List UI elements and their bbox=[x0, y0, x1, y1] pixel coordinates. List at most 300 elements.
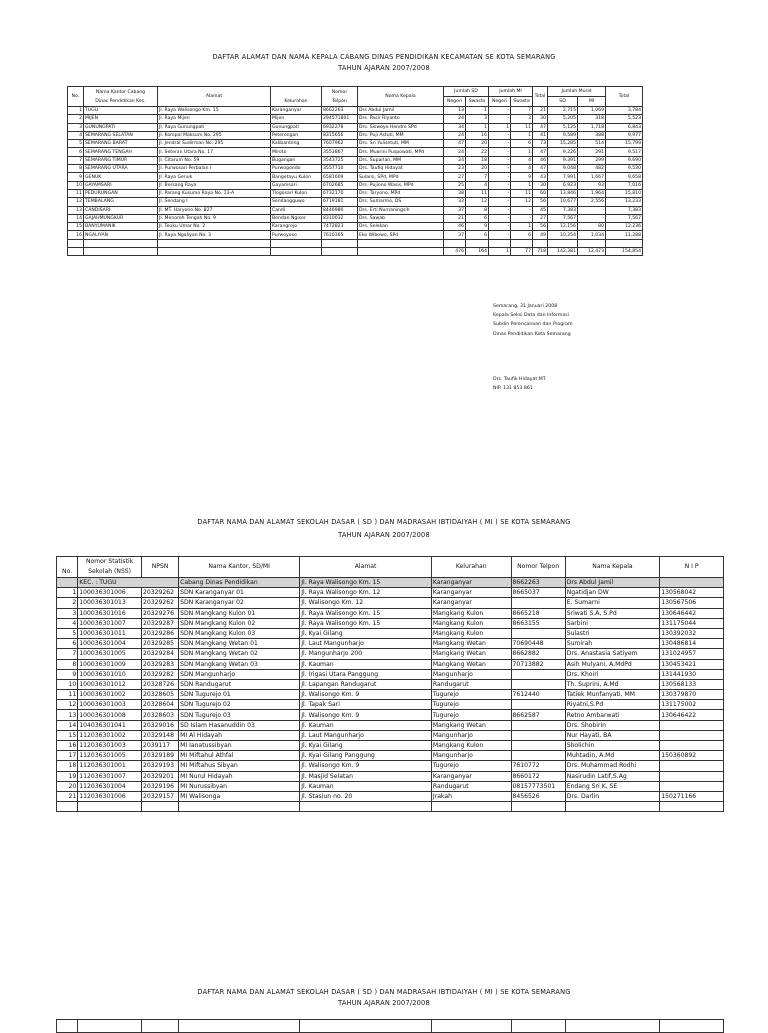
table-cell bbox=[660, 730, 724, 740]
table-cell: MI Nurussibyan bbox=[179, 781, 300, 791]
table-cell bbox=[511, 700, 565, 710]
title-cabang-dinas: DAFTAR ALAMAT DAN NAMA KEPALA CABANG DINAS PENDIDIKAN KECAMATAN SE KOTA SEMARANG bbox=[212, 53, 556, 61]
table-cell: Sumirah bbox=[565, 639, 660, 649]
table-cell: Randugarut bbox=[431, 781, 511, 791]
table-cell bbox=[660, 761, 724, 771]
table-cell: 11 bbox=[511, 189, 533, 197]
table-cell: 6 bbox=[511, 140, 533, 148]
table-cell: 7 bbox=[511, 107, 533, 115]
table-cell: 34 bbox=[444, 123, 466, 131]
table-cell: Nasirudin Latif,S.Ag bbox=[565, 771, 660, 781]
table-cell: 8315656 bbox=[322, 131, 358, 139]
table-cell: 291 bbox=[578, 148, 606, 156]
table-cell: 21 bbox=[444, 214, 466, 222]
title-sd-mi: DAFTAR NAMA DAN ALAMAT SEKOLAH DASAR ( SD ) DAN MADRASAH IBTIDAIYAH ( MI ) SE KOTA SEMARANG bbox=[197, 518, 571, 526]
table-cell: E. Sumarni bbox=[565, 598, 660, 608]
table-cell: SDN Tugurejo 02 bbox=[179, 700, 300, 710]
table-cell: Drs. Suparlan, MM bbox=[358, 156, 444, 164]
table-cell: 47 bbox=[444, 140, 466, 148]
table-cell: - bbox=[489, 189, 511, 197]
table-cell: 130486814 bbox=[660, 639, 724, 649]
table-cell: Drs. Sawab bbox=[358, 214, 444, 222]
table-cell: 1 bbox=[68, 107, 84, 115]
table-cell: 5,125 bbox=[548, 123, 578, 131]
table-cell: 7610772 bbox=[511, 761, 565, 771]
table-cell: 100036301007 bbox=[78, 618, 142, 628]
table-cell: 3543725 bbox=[322, 156, 358, 164]
table-cell: 100036301006 bbox=[78, 588, 142, 598]
table-row bbox=[57, 598, 724, 608]
table-cell: 13 bbox=[68, 206, 84, 214]
table-cell: Asih Mulyani, A.MdPd bbox=[565, 659, 660, 669]
table-cell: - bbox=[511, 214, 533, 222]
table-cell: - bbox=[489, 156, 511, 164]
table-cell: Karanganyar bbox=[431, 598, 511, 608]
table-cell: - bbox=[489, 223, 511, 231]
table-cell: 1 bbox=[511, 181, 533, 189]
header-mi-swasta: Swasta bbox=[511, 97, 533, 107]
table-cell: 7 bbox=[57, 649, 78, 659]
table-cell: Mangkang Kulon bbox=[431, 628, 511, 638]
table-cell: 2 bbox=[68, 115, 84, 123]
table-cell: 47 bbox=[533, 165, 548, 173]
table-cell: 20329286 bbox=[141, 628, 178, 638]
table-cell: Purwoyoso bbox=[271, 231, 322, 239]
table-row bbox=[57, 659, 724, 669]
header-total: Total bbox=[533, 87, 548, 107]
table-cell: Jl. Kauman bbox=[300, 720, 432, 730]
table-cell: 8665218 bbox=[511, 608, 565, 618]
table-cell: 56 bbox=[533, 223, 548, 231]
table-cell: 73 bbox=[533, 140, 548, 148]
table-row bbox=[68, 173, 643, 181]
table-cell: Sulastri bbox=[565, 628, 660, 638]
table-cell: Mangkang Kulon bbox=[431, 618, 511, 628]
table-cell: 6581609 bbox=[322, 173, 358, 181]
table-cell: 20 bbox=[466, 165, 489, 173]
signature-line-2: Subdin Perencanaan dan Program bbox=[493, 322, 573, 328]
table-cell: MI Miftahul Athfal bbox=[179, 751, 300, 761]
table-cell: Mangkang Wetan bbox=[431, 639, 511, 649]
table-cell: MI Ianatussibyan bbox=[179, 741, 300, 751]
table-cell: SDN Tugurejo 01 bbox=[179, 690, 300, 700]
table-cell: Jl. Stasiun no. 20 bbox=[300, 791, 432, 801]
table-cell: 20329193 bbox=[141, 761, 178, 771]
header-jumlah-murid: Jumlah Murid bbox=[548, 87, 606, 97]
table-cell: 6932278 bbox=[322, 123, 358, 131]
table-cell: 22 bbox=[466, 148, 489, 156]
table-cell: 56 bbox=[533, 198, 548, 206]
table-cell: 7472823 bbox=[322, 223, 358, 231]
table-row bbox=[68, 206, 643, 214]
table-cell: - bbox=[489, 231, 511, 239]
table-cell: GENUK bbox=[84, 173, 158, 181]
table-cell: 294571801 bbox=[322, 115, 358, 123]
table-cell: 70713882 bbox=[511, 659, 565, 669]
table-cell: 112036301006 bbox=[78, 791, 142, 801]
table-cell: 19 bbox=[57, 771, 78, 781]
table-cell: Th. Suprini, A.Md bbox=[565, 679, 660, 689]
table-cell: Drs. Taufiq Hidayat bbox=[358, 165, 444, 173]
table-cell: Tugurejo bbox=[431, 690, 511, 700]
table-cell: 8662587 bbox=[511, 710, 565, 720]
table-cell: Drs. Pujiono Wasis, MPd bbox=[358, 181, 444, 189]
table-cell: Gunungpati bbox=[271, 123, 322, 131]
kecamatan-kepala: Drs Abdul Jamil bbox=[565, 578, 660, 588]
signature-nip: NIP. 131 853 861 bbox=[493, 386, 533, 392]
table-cell: 18 bbox=[466, 156, 489, 164]
table-cell: SEMARANG TENGAH bbox=[84, 148, 158, 156]
table-cell: 21 bbox=[533, 107, 548, 115]
table-cell: 46 bbox=[533, 156, 548, 164]
table-cell: 14 bbox=[57, 720, 78, 730]
subtitle-tahun-ajaran: TAHUN AJARAN 2007/2008 bbox=[338, 64, 430, 72]
table-row bbox=[68, 189, 643, 197]
table-cell: 6 bbox=[68, 148, 84, 156]
table-cell: 5 bbox=[57, 628, 78, 638]
table-cell: 30 bbox=[533, 115, 548, 123]
table-cell: MI Nurul Hidayah bbox=[179, 771, 300, 781]
table-cell: 6719181 bbox=[322, 198, 358, 206]
table-cell: 24 bbox=[444, 156, 466, 164]
table-cell: 8665037 bbox=[511, 588, 565, 598]
table-cell: SDN Mangkang Wetan 02 bbox=[179, 649, 300, 659]
table-cell: Eko Wibowo, SPd bbox=[358, 231, 444, 239]
table-cell: Sriwati S.A, S.Pd bbox=[565, 608, 660, 618]
table-cell: BANYUMANIK bbox=[84, 223, 158, 231]
header-jumlah-mi: Jumlah MI bbox=[489, 87, 533, 97]
table-row bbox=[68, 214, 643, 222]
table-cell: 3 bbox=[57, 608, 78, 618]
table-cell: 100036301010 bbox=[78, 669, 142, 679]
kecamatan-label: KEC. : TUGU bbox=[78, 578, 179, 588]
table-cell: SDN Mangkang Kulon 02 bbox=[179, 618, 300, 628]
table-row bbox=[68, 123, 643, 131]
table-cell: Jl. Raya Walisongo Km. 15 bbox=[300, 608, 432, 618]
table-cell: SDN Mangkang Kulon 03 bbox=[179, 628, 300, 638]
total-cell: 164 bbox=[466, 248, 489, 256]
table-cell: Bangetayu Kulon bbox=[271, 173, 322, 181]
table-cell: 150271166 bbox=[660, 791, 724, 801]
table-cell: 100036301013 bbox=[78, 598, 142, 608]
table-cell: 60 bbox=[533, 189, 548, 197]
table-cell: 4 bbox=[57, 618, 78, 628]
table-cell: Sarbini bbox=[565, 618, 660, 628]
table-cell: 6702685 bbox=[322, 181, 358, 189]
table-cell: Tugurejo bbox=[431, 700, 511, 710]
table-cell: Drs. Muarini Puspowati, MPd bbox=[358, 148, 444, 156]
table-cell: 112036301002 bbox=[78, 730, 142, 740]
table-cell: 80 bbox=[578, 223, 606, 231]
table-cell: 9,690 bbox=[606, 156, 643, 164]
table-cell: 100036301008 bbox=[78, 710, 142, 720]
kecamatan-nama: Cabang Dinas Pendidikan bbox=[179, 578, 300, 588]
header-kelurahan: Kelurahan bbox=[271, 87, 322, 107]
table-cell: 24 bbox=[444, 115, 466, 123]
table-cell: 13 bbox=[444, 107, 466, 115]
table-cell: Jl. Raya Walisongo Km. 15 bbox=[158, 107, 271, 115]
table-cell: 20 bbox=[466, 140, 489, 148]
table-cell: 10,254 bbox=[548, 231, 578, 239]
table-cell: 11 bbox=[57, 690, 78, 700]
table-cell: MI Miftahus Sibyan bbox=[179, 761, 300, 771]
header-npsn: NPSN bbox=[141, 557, 178, 578]
table-cell: 12 bbox=[466, 198, 489, 206]
table-cell: Jl. Sendang I bbox=[158, 198, 271, 206]
table-cell: 18 bbox=[57, 761, 78, 771]
table-cell: 5,523 bbox=[606, 115, 643, 123]
table-cell: Kalibanteng bbox=[271, 140, 322, 148]
table-cell: 131024957 bbox=[660, 649, 724, 659]
table-cell: 08157773501 bbox=[511, 781, 565, 791]
header-nip: N I P bbox=[660, 557, 724, 578]
table-cell: 7,567 bbox=[548, 214, 578, 222]
table-cell: - bbox=[489, 173, 511, 181]
total-cell: 142,381 bbox=[548, 248, 578, 256]
table-cell: SDN Tugurejo 03 bbox=[179, 710, 300, 720]
table-cell: GUNUNGPATI bbox=[84, 123, 158, 131]
header-murid-sd: SD bbox=[548, 97, 578, 107]
table-cell: - bbox=[489, 107, 511, 115]
table-cell bbox=[660, 781, 724, 791]
table-row bbox=[57, 720, 724, 730]
table-cell: 130392032 bbox=[660, 628, 724, 638]
table-cell: Tatiek Munfanyati, MM bbox=[565, 690, 660, 700]
table-row bbox=[68, 107, 643, 115]
table-cell: SDN Randugarut bbox=[179, 679, 300, 689]
table-cell: Sularsi, SPd, MPd bbox=[358, 173, 444, 181]
table-cell: 1 bbox=[489, 123, 511, 131]
table-cell: - bbox=[489, 165, 511, 173]
table-cell: - bbox=[489, 131, 511, 139]
table-cell: Jl. Parang Kusumo Raya No. 13-A bbox=[158, 189, 271, 197]
table-cell: SDN Karanganyar 01 bbox=[179, 588, 300, 598]
table-cell: 21 bbox=[57, 791, 78, 801]
table-cell: Peterongan bbox=[271, 131, 322, 139]
table-cell: Bugangan bbox=[271, 156, 322, 164]
table-cell: Tugurejo bbox=[431, 761, 511, 771]
table-row bbox=[57, 791, 724, 801]
table-cell: 6,843 bbox=[606, 123, 643, 131]
table-cell: Sholichin bbox=[565, 741, 660, 751]
table-cell: 20329189 bbox=[141, 751, 178, 761]
table-cell bbox=[511, 730, 565, 740]
table-row bbox=[57, 751, 724, 761]
table-cell: 20328726 bbox=[141, 679, 178, 689]
table-row-empty bbox=[68, 239, 643, 247]
table-cell: Drs. Sri Yulisetuti, MM bbox=[358, 140, 444, 148]
table-cell: PEDURUNGAN bbox=[84, 189, 158, 197]
table-cell: Jrakah bbox=[431, 791, 511, 801]
table-cell: Tugurejo bbox=[431, 710, 511, 720]
table-cell: Ngatidjan DW bbox=[565, 588, 660, 598]
table-cell: Jl. Kompol Maksum No. 295 bbox=[158, 131, 271, 139]
table-cell: 11,288 bbox=[606, 231, 643, 239]
table-cell: 15,799 bbox=[606, 140, 643, 148]
table-cell bbox=[511, 741, 565, 751]
table-row bbox=[68, 156, 643, 164]
table-cell: 10 bbox=[68, 181, 84, 189]
table-cell: Drs. Khoiri bbox=[565, 669, 660, 679]
table-cell: 23 bbox=[444, 165, 466, 173]
table-cell: Jl. Citarum No. 59 bbox=[158, 156, 271, 164]
table-row bbox=[57, 690, 724, 700]
table-cell: Bendan Ngisor bbox=[271, 214, 322, 222]
table-cell: Jl. Raya Ngaliyan No. 3 bbox=[158, 231, 271, 239]
signature-line-1: Kepala Seksi Data dan Informasi bbox=[493, 313, 569, 319]
table-cell: 20329287 bbox=[141, 618, 178, 628]
table-cell: 1,034 bbox=[578, 231, 606, 239]
table-cell: 7,383 bbox=[606, 206, 643, 214]
table-cell: 25 bbox=[444, 181, 466, 189]
table-cell: 9,658 bbox=[606, 173, 643, 181]
table-cell: 9,391 bbox=[548, 156, 578, 164]
header-mi-negeri: Negeri bbox=[489, 97, 511, 107]
table-cell: Jl. Jendral Sudirman No. 295 bbox=[158, 140, 271, 148]
table-cell: 9 bbox=[466, 223, 489, 231]
table-header-stub bbox=[57, 1020, 724, 1033]
header-sd-negeri: Negeri bbox=[444, 97, 466, 107]
table-cell: 9,226 bbox=[548, 148, 578, 156]
table-cell: 2,715 bbox=[548, 107, 578, 115]
table-row bbox=[57, 771, 724, 781]
table-cell: 7,991 bbox=[548, 173, 578, 181]
table-cell: Mangkang Wetan bbox=[431, 720, 511, 730]
table-cell: 7,016 bbox=[606, 181, 643, 189]
table-cell bbox=[511, 720, 565, 730]
table-cell: Drs. Sumarmo, DS bbox=[358, 198, 444, 206]
table-cell: 10 bbox=[57, 679, 78, 689]
header-jumlah-sd: Jumlah SD bbox=[444, 87, 489, 97]
header-total-murid: Total bbox=[606, 87, 643, 107]
table-cell: Mijen bbox=[271, 115, 322, 123]
table-cell: SEMARANG UTARA bbox=[84, 165, 158, 173]
header-nama-kepala: Nama Kepala bbox=[565, 557, 660, 578]
table-cell: Mangkang Wetan bbox=[431, 659, 511, 669]
table-cell: 8446980 bbox=[322, 206, 358, 214]
table-cell: 13,233 bbox=[606, 198, 643, 206]
table-cell: Jl. Raya Walisongo Km. 12 bbox=[300, 588, 432, 598]
table-cell: 130567506 bbox=[660, 598, 724, 608]
kecamatan-telpon: 8662263 bbox=[511, 578, 565, 588]
table-cell: Drs. Darlin bbox=[565, 791, 660, 801]
table-cell: 24 bbox=[444, 131, 466, 139]
table-cell: 20329282 bbox=[141, 669, 178, 679]
table-cell: Mangkang Kulon bbox=[431, 608, 511, 618]
table-cell: Gayamsari bbox=[271, 181, 322, 189]
table-cell: MI Al Hidayah bbox=[179, 730, 300, 740]
table-cell: SDN Karanganyar 02 bbox=[179, 598, 300, 608]
table-cell: 8310032 bbox=[322, 214, 358, 222]
table-cell: 8662882 bbox=[511, 649, 565, 659]
table-cell: 20328603 bbox=[141, 710, 178, 720]
table-cell: Drs. Pasir Riyanto bbox=[358, 115, 444, 123]
table-cell: 24 bbox=[444, 148, 466, 156]
table-cell: - bbox=[511, 206, 533, 214]
table-cell: 2039117 bbox=[141, 741, 178, 751]
table-cell bbox=[511, 679, 565, 689]
table-cell: GAJAHMUNGKUR bbox=[84, 214, 158, 222]
table-cell: 8660172 bbox=[511, 771, 565, 781]
signature-name: Drs. Taufik Hidayat MT. bbox=[493, 377, 547, 382]
table-cell: 32 bbox=[444, 198, 466, 206]
table-cell: 27 bbox=[444, 173, 466, 181]
table-cell: 20329284 bbox=[141, 649, 178, 659]
table-cell: 20329196 bbox=[141, 781, 178, 791]
header-nss: Nomor Statistik Sekolah (NSS) bbox=[78, 557, 142, 578]
header-no: No. bbox=[57, 557, 78, 578]
table-row bbox=[57, 700, 724, 710]
table-cell: 1 bbox=[466, 107, 489, 115]
table-cell: 1,718 bbox=[578, 123, 606, 131]
table-cell: Drs. Anastasia Satiyem bbox=[565, 649, 660, 659]
table-cell: 100036301003 bbox=[78, 700, 142, 710]
table-row bbox=[68, 181, 643, 189]
table-cell: NGALIYAN bbox=[84, 231, 158, 239]
table-cell: 15 bbox=[68, 223, 84, 231]
table-cell: Candi bbox=[271, 206, 322, 214]
table-cell: 8 bbox=[466, 206, 489, 214]
table-sd-mi-next bbox=[56, 1019, 724, 1033]
table-cell: 93 bbox=[578, 181, 606, 189]
kecamatan-kelurahan: Karanganyar bbox=[431, 578, 511, 588]
table-cell: 20 bbox=[57, 781, 78, 791]
table-cell: Mangunharjo bbox=[431, 730, 511, 740]
table-row bbox=[57, 710, 724, 720]
table-cell: 6 bbox=[57, 639, 78, 649]
table-cell: - bbox=[578, 214, 606, 222]
table-cell: 20329262 bbox=[141, 588, 178, 598]
table-cell: 1,069 bbox=[578, 107, 606, 115]
table-cell: Jl. Kyai Gilang bbox=[300, 741, 432, 751]
table-cell: 8456526 bbox=[511, 791, 565, 801]
title-sd-mi-next: DAFTAR NAMA DAN ALAMAT SEKOLAH DASAR ( SD ) DAN MADRASAH IBTIDAIYAH ( MI ) SE KOTA SEMARANG bbox=[197, 988, 571, 996]
table-cell: Jl. Laut Mangunharjo bbox=[300, 639, 432, 649]
table-cell: GAYAMSARI bbox=[84, 181, 158, 189]
table-cell: 15 bbox=[57, 730, 78, 740]
table-cell: 12 bbox=[68, 198, 84, 206]
table-cell: 514 bbox=[578, 140, 606, 148]
table-cell: Jl. Kyai Gilang Panggung bbox=[300, 751, 432, 761]
table-cell: 1,964 bbox=[578, 189, 606, 197]
table-cell: 7 bbox=[68, 156, 84, 164]
table-cell: 3,784 bbox=[606, 107, 643, 115]
table-cell: 482 bbox=[578, 165, 606, 173]
table-cell: Jl. Walisongo Km. 12 bbox=[300, 598, 432, 608]
signature-block bbox=[493, 302, 573, 339]
table-cell: 14 bbox=[68, 214, 84, 222]
table-cell: Mangkang Kulon bbox=[431, 741, 511, 751]
table-cell: 10,677 bbox=[548, 198, 578, 206]
table-cell: 6 bbox=[466, 231, 489, 239]
table-cell: Jl. Purwosari Perbalan I bbox=[158, 165, 271, 173]
table-cell: 12 bbox=[57, 700, 78, 710]
table-cell: Jl. Seteran Utara No. 17 bbox=[158, 148, 271, 156]
table-cell: SEMARANG SELATAN bbox=[84, 131, 158, 139]
table-cell: Jl. Raya Genuk bbox=[158, 173, 271, 181]
table-cell: 3 bbox=[511, 115, 533, 123]
table-row bbox=[57, 588, 724, 598]
table-cell: 1 bbox=[511, 131, 533, 139]
table-cell: 15,285 bbox=[548, 140, 578, 148]
table-cell: 12,156 bbox=[548, 223, 578, 231]
table-cell: 7607962 bbox=[322, 140, 358, 148]
table-cell: SDN Mangunharjo bbox=[179, 669, 300, 679]
table-cell: 3553867 bbox=[322, 148, 358, 156]
table-cell: 47 bbox=[533, 123, 548, 131]
total-cell: 77 bbox=[511, 248, 533, 256]
table-cell: 1 bbox=[511, 148, 533, 156]
